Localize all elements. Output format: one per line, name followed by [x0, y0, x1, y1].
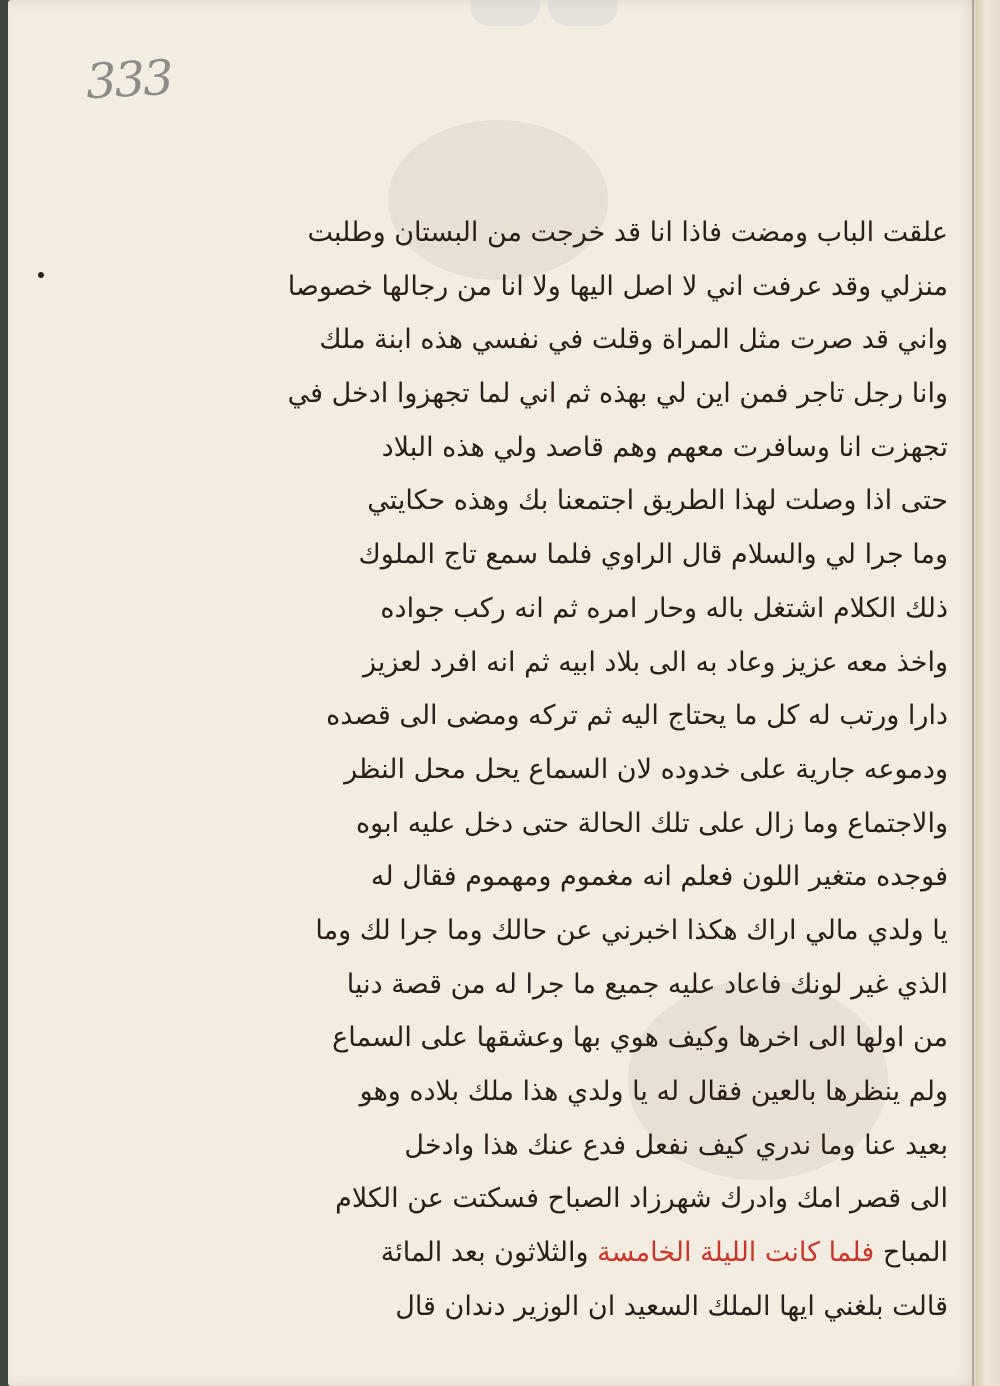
text-line — [168, 421, 948, 475]
text-run: والاجتماع وما زال على تلك الحالة حتى دخل عليه ابوه — [356, 807, 948, 839]
text-run: ذلك الكلام اشتغل باله وحار امره ثم انه ركب جواده — [380, 592, 948, 624]
text-run: تجهزت انا وسافرت معهم وهم قاصد ولي هذه البلاد — [381, 431, 948, 463]
binding-gutter — [972, 0, 974, 1386]
ink-dot — [38, 272, 44, 278]
text-run: واني قد صرت مثل المراة وقلت في نفسي هذه ابنة ملك — [319, 324, 948, 356]
text-line — [168, 1280, 948, 1334]
text-line — [168, 260, 948, 314]
text-line — [168, 904, 948, 958]
text-line — [168, 474, 948, 528]
text-run: يا ولدي مالي اراك هكذا اخبرني عن حالك وما جرا لك وما — [315, 914, 948, 946]
text-line — [168, 689, 948, 743]
text-run: حتى اذا وصلت لهذا الطريق اجتمعنا بك وهذه حكايتي — [367, 485, 948, 517]
text-line — [168, 582, 948, 636]
text-run: ولم ينظرها بالعين فقال له يا ولدي هذا ملك بلاده وهو — [359, 1076, 948, 1107]
manuscript-page — [8, 0, 976, 1386]
text-run: قالت بلغني ايها الملك السعيد ان الوزير دندان قال — [395, 1290, 948, 1322]
text-run: وانا رجل تاجر فمن اين لي بهذه ثم اني لما تجهزوا ادخل في — [287, 378, 948, 410]
text-run: دارا ورتب له كل ما يحتاج اليه ثم تركه ومضى الى قصده — [326, 700, 948, 732]
text-line — [168, 636, 948, 690]
text-line — [168, 1226, 948, 1280]
text-line — [168, 850, 948, 904]
text-run: المباح — [874, 1237, 948, 1269]
text-run: واخذ معه عزيز وعاد به الى بلاد ابيه ثم انه افرد لعزيز — [363, 646, 948, 678]
text-line — [168, 528, 948, 582]
text-line — [168, 1119, 948, 1173]
text-line — [168, 797, 948, 851]
text-run: الذي غير لونك فاعاد عليه جميع ما جرا له من قصة دنيا — [346, 968, 948, 1000]
text-line — [168, 1065, 948, 1119]
text-run: منزلي وقد عرفت اني لا اصل اليها ولا انا من رجالها خصوصا — [287, 270, 948, 302]
text-run: ودموعه جارية على خدوده لان السماع يحل محل النظر — [344, 753, 948, 785]
text-run: فوجده متغير اللون فعلم انه مغموم ومهموم فقال له — [370, 861, 948, 893]
rubric-heading: فلما كانت الليلة الخامسة — [597, 1237, 875, 1269]
text-line — [168, 743, 948, 797]
text-run: الى قصر امك وادرك شهرزاد الصباح فسكتت عن الكلام — [335, 1183, 948, 1215]
folio-number: 333 — [84, 49, 174, 111]
manuscript-text-block — [168, 206, 948, 1333]
facing-page-edge — [976, 0, 1000, 1386]
text-line — [168, 367, 948, 421]
text-line — [168, 1172, 948, 1226]
text-line — [168, 1011, 948, 1065]
text-run: من اولها الى اخرها وكيف هوي بها وعشقها على السماع — [332, 1022, 948, 1054]
mounting-tab — [470, 0, 540, 26]
mounting-tab — [548, 0, 618, 26]
text-run: وما جرا لي والسلام قال الراوي فلما سمع تاج الملوك — [358, 539, 948, 571]
text-run: بعيد عنا وما ندري كيف نفعل فدع عنك هذا وادخل — [404, 1129, 948, 1161]
text-line — [168, 958, 948, 1012]
text-run: والثلاثون بعد المائة — [380, 1237, 598, 1269]
text-run: علقت الباب ومضت فاذا انا قد خرجت من البستان وطلبت — [307, 217, 948, 248]
text-line — [168, 206, 948, 260]
text-line — [168, 313, 948, 367]
